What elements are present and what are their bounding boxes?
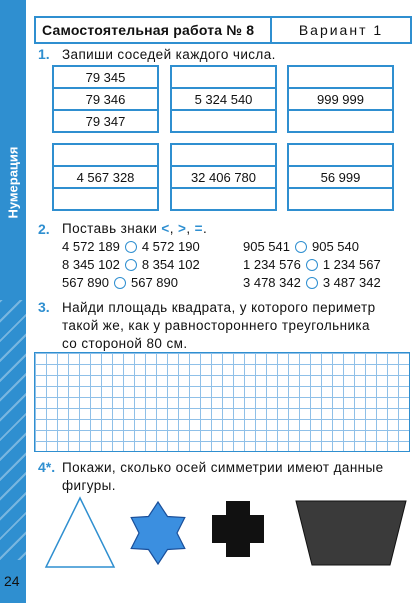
task2-number: 2. bbox=[38, 221, 50, 237]
box4-next[interactable] bbox=[54, 187, 157, 209]
task3-text: Найди площадь квадрата, у которого периметр такой же, как у равностороннего треугольника со стороной 80 см. bbox=[62, 300, 376, 351]
comparison-row: 3 478 342 3 487 342 bbox=[243, 275, 381, 290]
equals-sign: = bbox=[194, 221, 203, 236]
task1-text: Запиши соседей каждого числа. bbox=[62, 47, 276, 62]
answer-circle[interactable] bbox=[114, 277, 126, 289]
sidebar-pattern bbox=[0, 300, 26, 560]
answer-circle[interactable] bbox=[306, 277, 318, 289]
comparison-row: 1 234 576 1 234 567 bbox=[243, 257, 381, 272]
box6-number: 56 999 bbox=[289, 165, 392, 187]
answer-grid[interactable] bbox=[34, 352, 410, 452]
variant-label: Вариант 1 bbox=[298, 22, 384, 38]
section-label: Нумерация bbox=[5, 146, 21, 219]
task4-number: 4*. bbox=[38, 459, 56, 475]
box1-prev[interactable]: 79 345 bbox=[85, 69, 126, 85]
box1-number: 79 346 bbox=[54, 87, 157, 109]
box2-number: 5 324 540 bbox=[172, 87, 275, 109]
neighbor-box-4 bbox=[52, 143, 159, 211]
box1-next[interactable]: 79 347 bbox=[54, 109, 157, 131]
neighbor-box-3 bbox=[287, 65, 394, 133]
neighbor-box-2 bbox=[170, 65, 277, 133]
less-sign: < bbox=[161, 221, 170, 236]
sidebar-strip bbox=[0, 0, 26, 603]
box3-number: 999 999 bbox=[289, 87, 392, 109]
task4-text: Покажи, сколько осей симметрии имеют данные фигуры. bbox=[62, 460, 384, 493]
box2-prev[interactable] bbox=[172, 67, 275, 87]
trapezoid-figure bbox=[296, 501, 406, 565]
task2-text: Поставь знаки bbox=[62, 221, 158, 236]
box4-prev[interactable] bbox=[54, 145, 157, 165]
triangle-figure bbox=[46, 498, 114, 567]
neighbor-box-1 bbox=[52, 65, 159, 133]
neighbor-box-5 bbox=[170, 143, 277, 211]
worksheet-title: Самостоятельная работа № 8 bbox=[36, 18, 272, 42]
box3-prev[interactable] bbox=[289, 67, 392, 87]
greater-sign: > bbox=[178, 221, 187, 236]
comparison-row: 905 541 905 540 bbox=[243, 239, 359, 254]
answer-circle[interactable] bbox=[295, 241, 307, 253]
answer-circle[interactable] bbox=[125, 259, 137, 271]
box4-number: 4 567 328 bbox=[54, 165, 157, 187]
worksheet-header bbox=[34, 16, 412, 44]
task2-instruction: Поставь знаки <, >, =. bbox=[62, 221, 208, 236]
comparison-row: 567 890 567 890 bbox=[62, 275, 178, 290]
star-figure bbox=[131, 502, 185, 564]
symmetry-figures bbox=[40, 495, 410, 573]
box5-number: 32 406 780 bbox=[172, 165, 275, 187]
task1-number: 1. bbox=[38, 46, 50, 62]
comparison-row: 8 345 102 8 354 102 bbox=[62, 257, 200, 272]
box5-next[interactable] bbox=[172, 187, 275, 209]
box2-next[interactable] bbox=[172, 109, 275, 131]
answer-circle[interactable] bbox=[125, 241, 137, 253]
box6-next[interactable] bbox=[289, 187, 392, 209]
page-number: 24 bbox=[4, 573, 20, 589]
task3-number: 3. bbox=[38, 299, 50, 315]
box5-prev[interactable] bbox=[172, 145, 275, 165]
comparison-row: 4 572 189 4 572 190 bbox=[62, 239, 200, 254]
cross-figure bbox=[212, 501, 264, 557]
answer-circle[interactable] bbox=[306, 259, 318, 271]
box6-prev[interactable] bbox=[289, 145, 392, 165]
box3-next[interactable] bbox=[289, 109, 392, 131]
neighbor-box-6 bbox=[287, 143, 394, 211]
